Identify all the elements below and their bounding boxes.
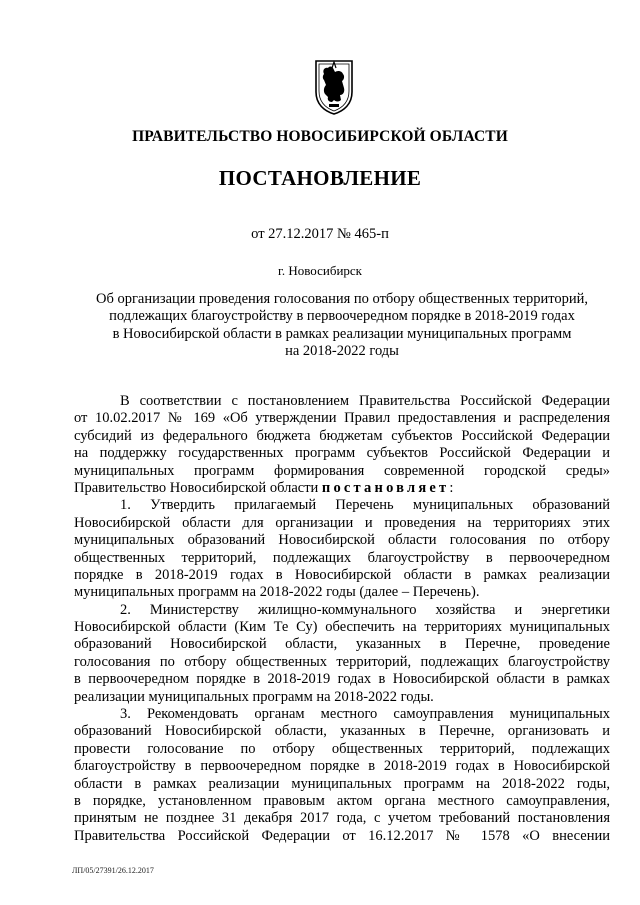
text-line: на поддержку государственных программ субъектов Российской Федерации и — [74, 445, 610, 462]
text-line: порядке в 2018-2019 годах в Новосибирской области в рамках реализации — [74, 566, 610, 583]
preamble-subject: Правительство Новосибирской области — [74, 479, 322, 496]
text-line: Новосибирской области (Ким Те Су) обеспечить на территориях муниципальных — [74, 619, 610, 636]
text-line: 1. Утвердить прилагаемый Перечень муниципальных образований — [120, 497, 610, 514]
clause-2 — [74, 602, 610, 706]
title-line: в Новосибирской области в рамках реализации муниципальных программ — [112, 325, 572, 342]
text-line: 3. Рекомендовать органам местного самоуправления муниципальных — [120, 706, 610, 723]
decree-word: постановляет — [321, 479, 450, 496]
text-line: принятым не позднее 31 декабря 2017 года, с учетом требований постановления — [74, 810, 610, 827]
text-line: от 10.02.2017 № 169 «Об утверждении Правил предоставления и распределения — [74, 410, 610, 427]
title-line: подлежащих благоустройству в первоочередном порядке в 2018-2019 годах — [109, 308, 575, 325]
document-subject-title — [74, 291, 610, 361]
text-line: в порядке, установленном правовым актом органа местного самоуправления, — [74, 792, 610, 809]
text-line: образований Новосибирской области, указанных в Перечне, проведение — [74, 636, 610, 653]
text-line: общественных территорий, подлежащих благоустройству в первоочередном — [74, 549, 610, 566]
text-line: муниципальных образований Новосибирской области голосования по отбору — [74, 532, 610, 549]
text-line: реализации муниципальных программ на 2018-2022 годы. — [74, 688, 434, 705]
text-line: области в рамках реализации муниципальных программ на 2018-2022 годы, — [74, 775, 610, 792]
text-line: В соответствии с постановлением Правительства Российской Федерации — [120, 393, 610, 409]
document-body — [74, 393, 610, 845]
clause-3 — [74, 706, 610, 845]
text-line: в первоочередном порядке в 2018-2019 годах в Новосибирской области в рамках — [74, 671, 610, 688]
clause-1 — [74, 497, 610, 601]
city-of-issue: г. Новосибирск — [277, 263, 362, 278]
text-line: субсидий из федерального бюджета бюджетам субъектов Российской Федерации — [74, 427, 610, 444]
text-line: Новосибирской области для организации и проведения на территориях этих — [74, 514, 610, 531]
document-registration-code: ЛП/05/27391/26.12.2017 — [72, 866, 154, 875]
text-line: провести голосование по отбору общественных территорий, подлежащих — [74, 740, 610, 757]
decree-colon: : — [449, 479, 454, 496]
title-line: на 2018-2022 годы — [285, 343, 399, 360]
text-line: муниципальных программ формирования современной городской среды» — [74, 462, 610, 479]
text-line: благоустройству в первоочередном порядке в 2018-2019 годах в Новосибирской — [74, 758, 610, 775]
text-line: муниципальных программ на 2018-2022 годы (далее – Перечень). — [74, 584, 480, 601]
text-line — [74, 480, 610, 497]
coat-of-arms-icon — [312, 58, 356, 116]
issuing-authority: ПРАВИТЕЛЬСТВО НОВОСИБИРСКОЙ ОБЛАСТИ — [132, 128, 508, 145]
date-and-number: от 27.12.2017 № 465-п — [251, 226, 389, 242]
text-line: 2. Министерству жилищно-коммунального хозяйства и энергетики — [120, 601, 610, 618]
document-type-title: ПОСТАНОВЛЕНИЕ — [218, 166, 422, 190]
text-line: образований Новосибирской области, указанных в Перечне, организовать и — [74, 723, 610, 740]
text-line: Правительства Российской Федерации от 16.12.2017 № 1578 «О внесении — [74, 827, 610, 844]
text-line: голосования по отбору общественных территорий, подлежащих благоустройству — [74, 653, 610, 670]
preamble-paragraph — [74, 393, 610, 497]
title-line: Об организации проведения голосования по отбору общественных территорий, — [95, 291, 589, 307]
